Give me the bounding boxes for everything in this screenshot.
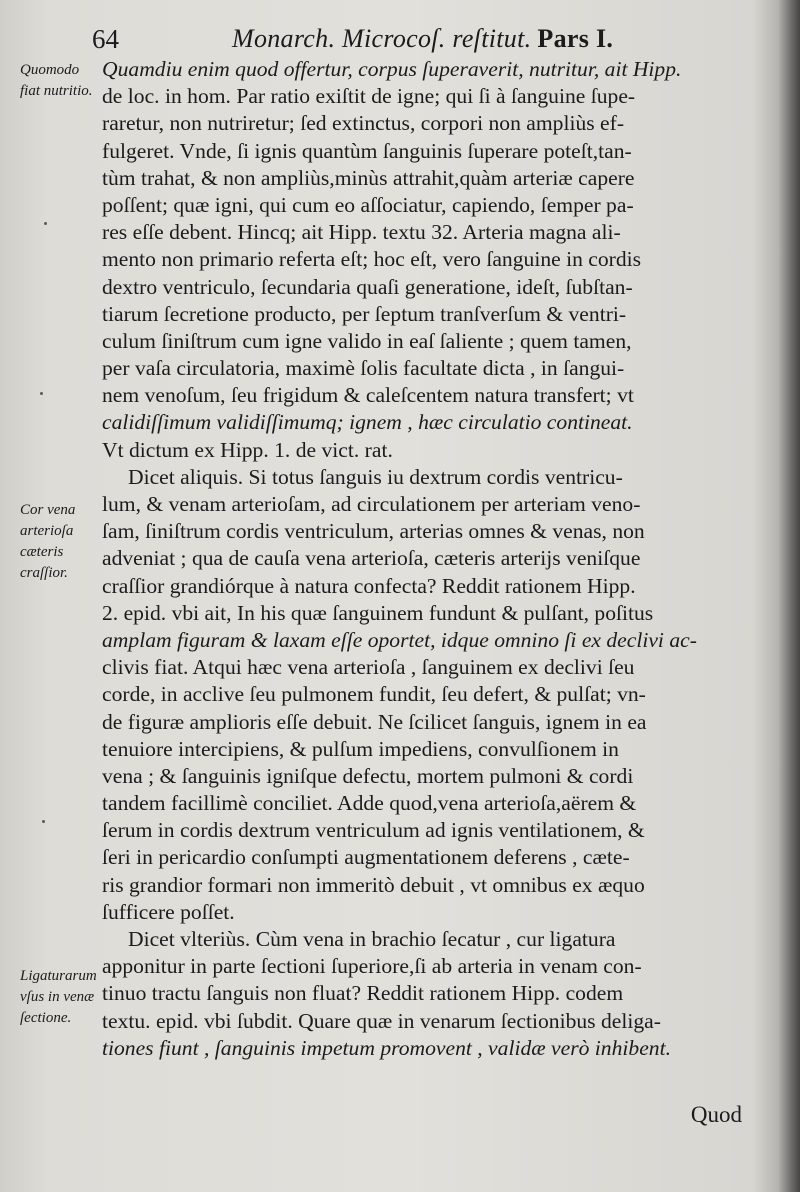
text-line: de figuræ amplioris eſſe debuit. Ne ſcilicet ſanguis, ignem in ea (102, 709, 647, 734)
running-head-title: Monarch. Microcoſ. reſtitut. (232, 24, 532, 53)
text-line: mento non primario referta eſt; hoc eſt, vero ſanguine in cordis (102, 247, 642, 272)
text-line: corde, in acclive ſeu pulmonem fundit, ſeu defert, & pulſat; vn- (102, 682, 646, 707)
margin-note-nutritio: Quomodo fiat nutritio. (20, 62, 93, 99)
text-line: amplam figuram & laxam eſſe oportet, idque omnino ſi ex declivi ac- (102, 627, 697, 652)
text-line: 2. epid. vbi ait, In his quæ ſanguinem fundunt & pulſant, poſitus (102, 600, 654, 625)
body-text (102, 56, 742, 1062)
running-head (232, 24, 613, 54)
text-line: fulgeret. Vnde, ſi ignis quantùm ſanguinis ſuperare poteſt,tan- (102, 138, 632, 163)
text-line-paragraph-start: Dicet vlteriùs. Cùm vena in brachio ſecatur , cur ligatura (128, 927, 616, 951)
paper-speck (44, 222, 47, 225)
text-line: Vt dictum ex Hipp. 1. de vict. rat. (102, 437, 393, 462)
text-line: ſerum in cordis dextrum ventriculum ad ignis ventilationem, & (102, 818, 645, 843)
text-line: ſufficere poſſet. (102, 899, 235, 924)
page-header (92, 22, 732, 56)
text-line: calidiſſimum validiſſimumq; ignem , hæc circulatio contineat. (102, 410, 633, 435)
page-number: 64 (92, 24, 119, 54)
catchword: Quod (690, 1102, 742, 1127)
text-line: vena ; & ſanguinis igniſque defectu, mortem pulmoni & cordi (102, 763, 634, 788)
text-line: lum, & venam arterioſam, ad circulationem per arteriam veno- (102, 492, 641, 516)
text-line-paragraph-start: Dicet aliquis. Si totus ſanguis iu dextrum cordis ventricu- (128, 464, 623, 489)
text-line: culum ſiniſtrum cum igne valido in eaſ ſaliente ; quem tamen, (102, 328, 632, 353)
text-line: apponitur in parte ſectioni ſuperiore,ſi ab arteria in venam con- (102, 954, 642, 979)
text-line: tandem facillimè conciliet. Adde quod,vena arterioſa,aërem & (102, 791, 637, 816)
text-line: ſam, ſiniſtrum cordis ventriculum, arterias omnes & venas, non (102, 519, 645, 544)
text-line: clivis fiat. Atqui hæc vena arterioſa , ſanguinem ex declivi ſeu (102, 655, 635, 680)
text-line: craſſior grandiórque à natura confecta? Reddit rationem Hipp. (102, 573, 636, 598)
text-line: tùm trahat, & non ampliùs,minùs attrahit,quàm arteriæ capere (102, 165, 635, 190)
text-line: poſſent; quæ igni, qui cum eo aſſociatur, capiendo, ſemper pa- (102, 192, 634, 217)
margin-note-ligaturarum: Ligaturarum vſus in venæ ſectione. (20, 968, 97, 1026)
text-line: dextro ventriculo, ſecundaria quaſi generatione, ideſt, ſubſtan- (102, 274, 633, 299)
text-line: ris grandior formari non immeritò debuit , vt omnibus ex æquo (102, 872, 645, 897)
text-line: Quamdiu enim quod offertur, corpus ſuperaverit, nutritur, ait Hipp. (102, 57, 682, 81)
text-line: tenuiore intercipiens, & pulſum impediens, convulſionem in (102, 736, 619, 761)
text-line: adveniat ; qua de cauſa vena arterioſa, cæteris arterijs veniſque (102, 546, 641, 571)
text-line: nem venoſum, ſeu frigidum & caleſcentem natura transfert; vt (102, 383, 634, 408)
text-line: raretur, non nutriretur; ſed extinctus, corpori non ampliùs ef- (102, 111, 625, 136)
text-line: per vaſa circulatoria, maximè ſolis facultate dicta , in ſangui- (102, 356, 625, 381)
paper-speck (40, 392, 43, 395)
paper-speck (42, 820, 45, 823)
text-line: textu. epid. vbi ſubdit. Quare quæ in venarum ſectionibus deliga- (102, 1008, 661, 1033)
margin-note-vena-arteriosa: Cor vena arterioſa cæteris craſſior. (20, 502, 76, 581)
text-line: ſeri in pericardio conſumpti augmentationem deferens , cæte- (102, 845, 630, 870)
page-edge-shadow (778, 0, 800, 1192)
text-line: tiarum ſecretione producto, per ſeptum tranſverſum & ventri- (102, 301, 627, 326)
text-line: de loc. in hom. Par ratio exiſtit de igne; qui ſi à ſanguine ſupe- (102, 84, 636, 109)
text-line: res eſſe debent. Hincq; ait Hipp. textu 32. Arteria magna ali- (102, 220, 621, 245)
running-head-part: Pars I. (537, 24, 614, 53)
text-line: tinuo tractu ſanguis non fluat? Reddit rationem Hipp. codem (102, 981, 624, 1006)
text-line: tiones fiunt , ſanguinis impetum promovent , validæ verò inhibent. (102, 1035, 671, 1060)
